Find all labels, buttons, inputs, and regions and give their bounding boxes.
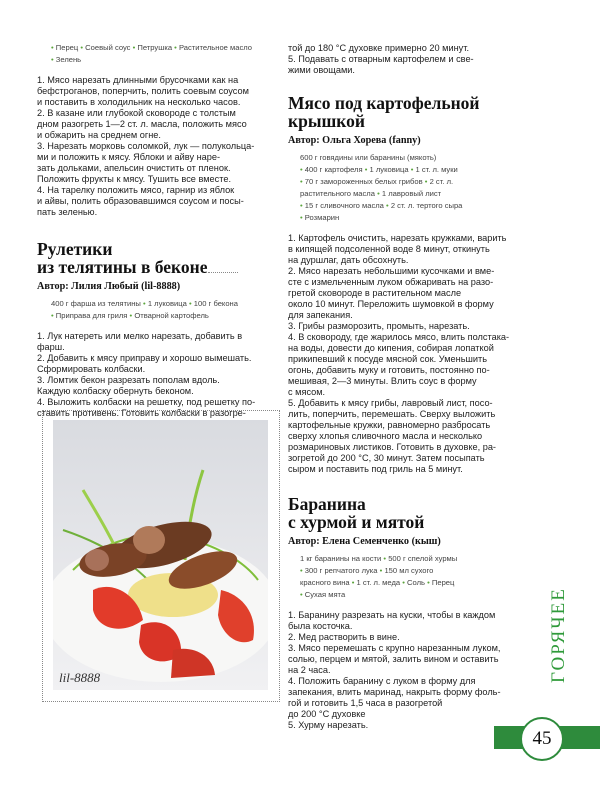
recipe-rouleaux <box>37 240 272 419</box>
steps-top: 1. Мясо нарезать длинными брусочками как на бефстроганов, поперчить, полить соевым соусом и поставить в холодильник на несколько часов. 2. В казане или глубокой сковороде с толстым дном разогреть 1—2 ст. л. масла, положить мясо и обжарить на среднем огне. 3. Нарезать морковь соломкой, лук — полукольца- ми и положить к мясу. Яблоки и айву наре- зать дольками, апельсин очистить от пленок. Положить фрукты к мясу. Тушить все вместе. 4. На тарелку положить мясо, гарнир из яблок и айвы, полить образовавшимся соусом и посы- пать зеленью. <box>37 75 255 217</box>
recipe-author: Автор: Лилия Любый (lil-8888) <box>37 281 181 292</box>
recipe-title: Мясо под картофельной крышкой <box>288 93 480 131</box>
recipe-potato-crust <box>288 94 523 475</box>
recipe-title: Рулетики из телятины в беконе <box>37 240 272 276</box>
ingredients-top: • Перец • Соевый соус • Петрушка • Растительное масло • Зелень <box>51 43 252 64</box>
page-number: 45 <box>520 717 564 761</box>
recipe-ingredients: 1 кг баранины на кости • 500 г спелой хурмы • 300 г репчатого лука • 150 мл сухого красного вина • 1 ст. л. меда • Соль • Перец • Сухая мята <box>300 554 458 599</box>
recipe-author: Автор: Елена Семенченко (кыш) <box>288 536 441 547</box>
recipe-title: Баранина с хурмой и мятой <box>288 494 425 532</box>
continuation-steps: той до 180 °С духовке примерно 20 минут. 5. Подавать с отварным картофелем и све- жими овощами. <box>288 43 474 75</box>
recipe-steps: 1. Баранину разрезать на куски, чтобы в каждом была косточка. 2. Мед растворить в вине. 3. Мясо перемешать с крупно нарезанным луком, солью, перцем и мятой, залить вином и оставить на 2 часа. 4. Положить баранину с луком в форму для запекания, влить маринад, накрыть форму фоль- гой и готовить 1,5 часа в разогретой до 200 °С духовке 5. Хурму нарезать. <box>288 610 501 730</box>
recipe-steps: 1. Лук натереть или мелко нарезать, добавить в фарш. 2. Добавить к мясу приправу и хорошо вымешать. Сформировать колбаски. 3. Ломтик бекон разрезать пополам вдоль. Каждую колбаску обернуть беконом. 4. Выложить колбаски на решетку, под решетку по- ставить противень. Готовить колбаски в разогре- <box>37 331 256 418</box>
recipe-ingredients: 600 г говядины или баранины (мякоть) • 400 г картофеля • 1 луковица • 1 ст. л. муки • 70 г замороженных белых грибов • 2 ст. л. растительного масла • 1 лавровый лист • 15 г сливочного масла • 2 ст. л. тертого сыра • Розмарин <box>300 153 463 222</box>
recipe-author: Автор: Ольга Хорева (fanny) <box>288 135 421 146</box>
dish-photo <box>53 420 268 690</box>
recipe-ingredients: 400 г фарша из телятины • 1 луковица • 100 г бекона • Приправа для гриля • Отварной картофель <box>51 299 238 320</box>
recipe-steps: 1. Картофель очистить, нарезать кружками, варить в кипящей подсоленной воде 8 минут, откинуть на дуршлаг, дать обсохнуть. 2. Мясо нарезать небольшими кусочками и вме- сте с измельченным луком обжаривать на разо- гретой сковороде в растительном масле около 10 минут. Переложить шумовкой в форму для запекания. 3. Грибы разморозить, промыть, нарезать. 4. В сковороду, где жарилось мясо, влить полстака- на воды, довести до кипения, собирая лопаткой прикипевший к посуде мясной сок. Уменьшить огонь, добавить муку и готовить, постоянно по- мешивая, 2—3 минуты. Влить соус в форму с мясом. 5. Добавить к мясу грибы, лавровый лист, посо- лить, поперчить, перемешать. Сверху выложить картофельные кружки, равномерно разбросать сверху хлопья сливочного масла и несколько розмариновых листиков. Готовить в духовке, ра- зогретой до 200 °С, 30 минут. Затем посыпать сыром и поставить под гриль на 5 минут. <box>288 233 510 474</box>
dish-illustration <box>53 420 268 690</box>
photo-signature: lil-8888 <box>59 670 101 685</box>
recipe-lamb-persimmon <box>288 495 523 731</box>
left-column <box>37 40 272 419</box>
section-tab: ГОРЯЧЕЕ <box>548 587 569 683</box>
right-column <box>288 40 523 731</box>
